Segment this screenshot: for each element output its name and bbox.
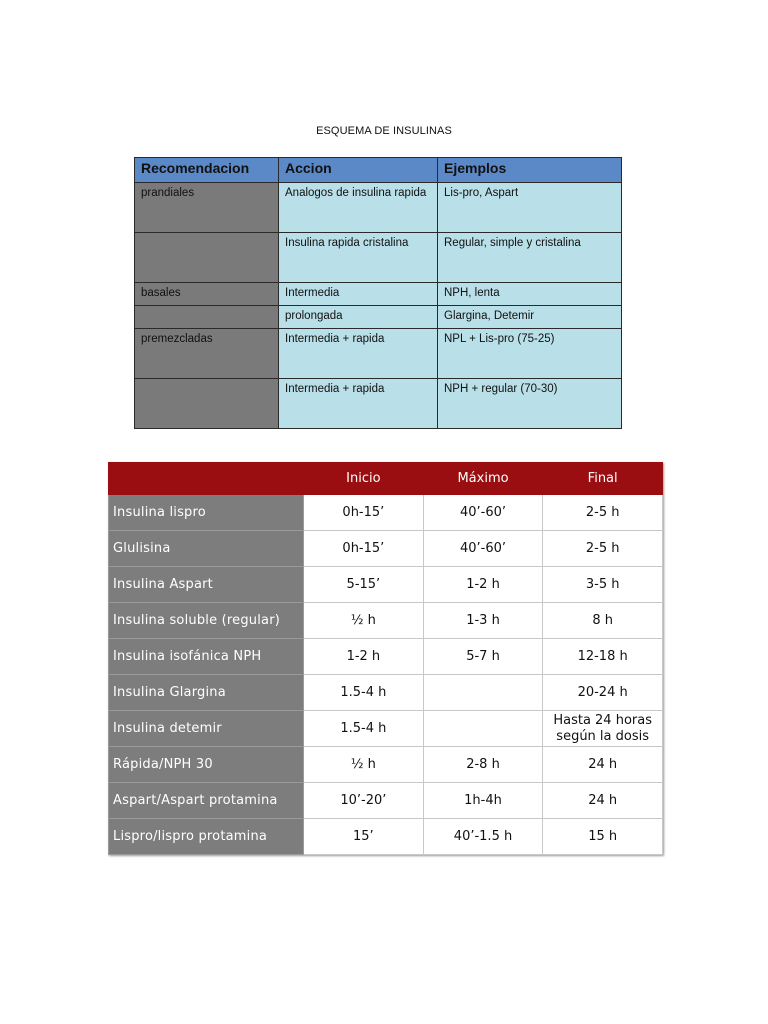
table-row — [135, 306, 622, 329]
cell-insulin-name: Insulina isofánica NPH — [109, 639, 304, 675]
cell-final: 2-5 h — [543, 531, 663, 567]
cell-recomendacion: basales — [135, 283, 279, 306]
cell-accion: Intermedia + rapida — [279, 329, 438, 379]
cell-recomendacion — [135, 306, 279, 329]
cell-ejemplos: NPH, lenta — [438, 283, 622, 306]
cell-inicio: ½ h — [304, 603, 424, 639]
cell-accion: Analogos de insulina rapida — [279, 183, 438, 233]
header-accion: Accion — [279, 158, 438, 183]
table-row — [135, 379, 622, 429]
header-recomendacion: Recomendacion — [135, 158, 279, 183]
table-row — [109, 747, 663, 783]
page-title: ESQUEMA DE INSULINAS — [316, 125, 452, 137]
table-row — [109, 675, 663, 711]
table-row — [109, 567, 663, 603]
cell-insulin-name: Lispro/lispro protamina — [109, 819, 304, 855]
insulin-scheme-table — [134, 157, 622, 429]
cell-maximo: 2-8 h — [423, 747, 543, 783]
cell-insulin-name: Insulina Glargina — [109, 675, 304, 711]
cell-final: 15 h — [543, 819, 663, 855]
cell-insulin-name: Rápida/NPH 30 — [109, 747, 304, 783]
table-row — [135, 329, 622, 379]
cell-ejemplos: Regular, simple y cristalina — [438, 233, 622, 283]
table-row — [109, 531, 663, 567]
cell-inicio: 10’-20’ — [304, 783, 424, 819]
cell-inicio: 1.5-4 h — [304, 711, 424, 747]
cell-ejemplos: NPH + regular (70-30) — [438, 379, 622, 429]
cell-inicio: 5-15’ — [304, 567, 424, 603]
cell-final: 20-24 h — [543, 675, 663, 711]
cell-final: 24 h — [543, 747, 663, 783]
cell-recomendacion: prandiales — [135, 183, 279, 233]
cell-recomendacion — [135, 233, 279, 283]
cell-maximo — [423, 711, 543, 747]
cell-insulin-name: Glulisina — [109, 531, 304, 567]
table-header-row — [135, 158, 622, 183]
cell-maximo: 40’-60’ — [423, 531, 543, 567]
cell-ejemplos: Lis-pro, Aspart — [438, 183, 622, 233]
cell-final: 8 h — [543, 603, 663, 639]
cell-final: 12-18 h — [543, 639, 663, 675]
cell-final: 3-5 h — [543, 567, 663, 603]
cell-accion: Intermedia — [279, 283, 438, 306]
cell-insulin-name: Insulina soluble (regular) — [109, 603, 304, 639]
table-row — [135, 233, 622, 283]
cell-final: Hasta 24 horas según la dosis — [543, 711, 663, 747]
table-row — [109, 783, 663, 819]
cell-inicio: 0h-15’ — [304, 495, 424, 531]
cell-recomendacion — [135, 379, 279, 429]
cell-ejemplos: NPL + Lis-pro (75-25) — [438, 329, 622, 379]
cell-accion: Insulina rapida cristalina — [279, 233, 438, 283]
header-maximo: Máximo — [423, 463, 543, 495]
table-row — [109, 711, 663, 747]
table-row — [109, 495, 663, 531]
cell-insulin-name: Insulina detemir — [109, 711, 304, 747]
cell-final: 2-5 h — [543, 495, 663, 531]
cell-inicio: 1-2 h — [304, 639, 424, 675]
table-row — [109, 819, 663, 855]
table-row — [135, 283, 622, 306]
cell-inicio: 1.5-4 h — [304, 675, 424, 711]
cell-maximo: 1h-4h — [423, 783, 543, 819]
cell-inicio: 0h-15’ — [304, 531, 424, 567]
cell-maximo: 1-2 h — [423, 567, 543, 603]
cell-accion: Intermedia + rapida — [279, 379, 438, 429]
cell-final: 24 h — [543, 783, 663, 819]
cell-accion: prolongada — [279, 306, 438, 329]
cell-ejemplos: Glargina, Detemir — [438, 306, 622, 329]
insulin-timing-table — [108, 462, 663, 855]
table-header-row — [109, 463, 663, 495]
cell-insulin-name: Insulina Aspart — [109, 567, 304, 603]
cell-insulin-name: Insulina lispro — [109, 495, 304, 531]
header-inicio: Inicio — [304, 463, 424, 495]
header-final: Final — [543, 463, 663, 495]
header-blank — [109, 463, 304, 495]
cell-maximo: 5-7 h — [423, 639, 543, 675]
table-row — [135, 183, 622, 233]
cell-maximo: 40’-60’ — [423, 495, 543, 531]
cell-maximo: 40’-1.5 h — [423, 819, 543, 855]
table-row — [109, 603, 663, 639]
cell-maximo — [423, 675, 543, 711]
cell-recomendacion: premezcladas — [135, 329, 279, 379]
cell-insulin-name: Aspart/Aspart protamina — [109, 783, 304, 819]
cell-inicio: 15’ — [304, 819, 424, 855]
table-row — [109, 639, 663, 675]
header-ejemplos: Ejemplos — [438, 158, 622, 183]
cell-inicio: ½ h — [304, 747, 424, 783]
cell-maximo: 1-3 h — [423, 603, 543, 639]
